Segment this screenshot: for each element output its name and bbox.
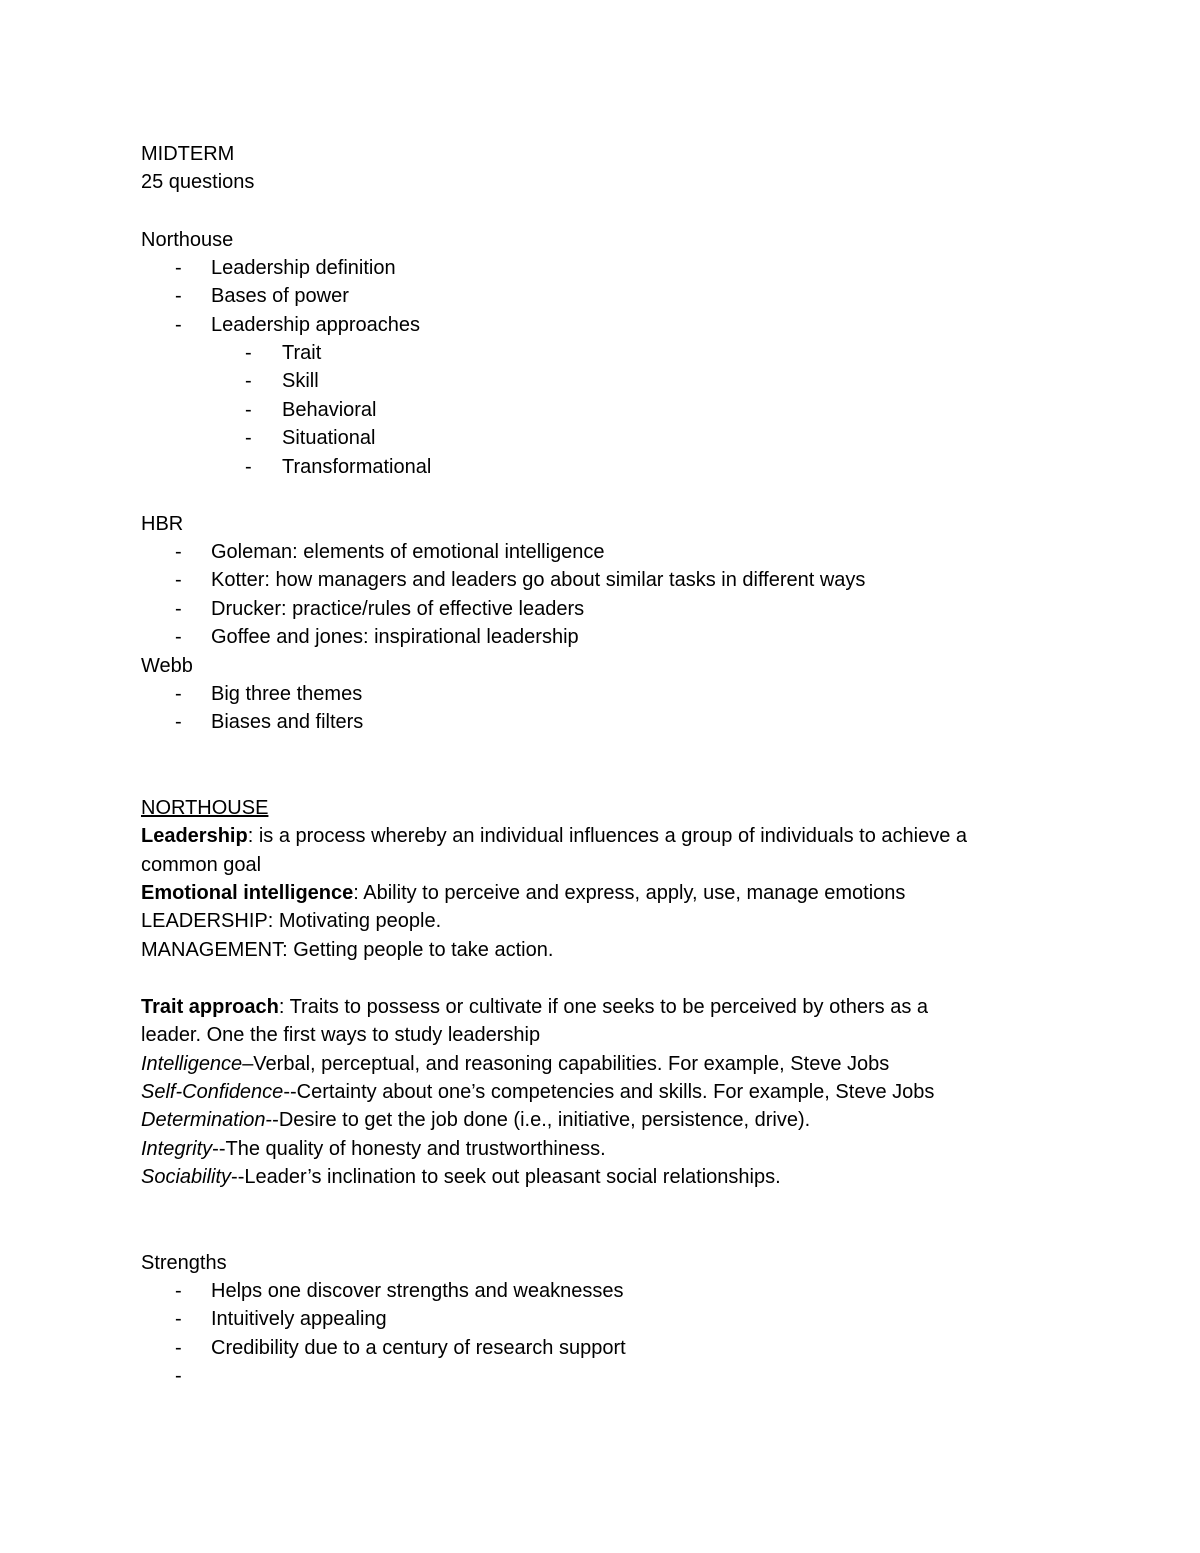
list-item: Goleman: elements of emotional intelligence (211, 541, 605, 563)
term-label: Emotional intelligence (141, 882, 354, 904)
list-item: Goffee and jones: inspirational leadership (211, 626, 579, 648)
bullet: - (175, 569, 182, 591)
leadership-definition-cont: common goal (141, 854, 262, 876)
trait-approach-definition (141, 993, 928, 1021)
list-item: Helps one discover strengths and weaknesses (211, 1280, 624, 1302)
trait-line (141, 1106, 810, 1134)
bullet: - (245, 399, 252, 421)
trait-term: Self-Confidence (141, 1081, 284, 1103)
bullet: - (175, 1365, 182, 1387)
list-item: Drucker: practice/rules of effective leaders (211, 598, 585, 620)
trait-def: --Desire to get the job done (i.e., initiative, persistence, drive). (265, 1109, 811, 1131)
trait-term: Intelligence (141, 1053, 243, 1075)
bullet: - (245, 370, 252, 392)
northouse-notes-heading: NORTHOUSE (141, 797, 269, 819)
leadership-definition (141, 822, 967, 850)
section-heading-webb: Webb (141, 655, 193, 677)
trait-def: --Leader’s inclination to seek out pleasant social relationships. (231, 1166, 781, 1188)
list-item: Credibility due to a century of research support (211, 1337, 626, 1359)
trait-line (141, 1050, 889, 1078)
question-count: 25 questions (141, 171, 255, 193)
definition-text: : Ability to perceive and express, apply, use, manage emotions (353, 882, 906, 904)
trait-def: --The quality of honesty and trustworthiness. (212, 1138, 606, 1160)
bullet: - (175, 598, 182, 620)
sub-list-item: Skill (282, 370, 319, 392)
trait-term: Sociability (141, 1166, 232, 1188)
trait-line (141, 1078, 934, 1106)
list-item: Biases and filters (211, 711, 364, 733)
trait-approach-cont: leader. One the first ways to study leadership (141, 1024, 541, 1046)
bullet: - (175, 314, 182, 336)
strengths-heading: Strengths (141, 1252, 227, 1274)
list-item: Big three themes (211, 683, 363, 705)
bullet: - (175, 1337, 182, 1359)
trait-line (141, 1163, 781, 1191)
bullet: - (245, 342, 252, 364)
list-item: Bases of power (211, 285, 349, 307)
doc-title: MIDTERM (141, 143, 235, 165)
bullet: - (175, 1308, 182, 1330)
management-line: MANAGEMENT: Getting people to take action. (141, 939, 554, 961)
bullet: - (175, 541, 182, 563)
term-label: Trait approach (141, 996, 279, 1018)
trait-line (141, 1135, 606, 1163)
list-item: Leadership definition (211, 257, 396, 279)
bullet: - (245, 427, 252, 449)
leadership-line: LEADERSHIP: Motivating people. (141, 910, 442, 932)
trait-term: Determination (141, 1109, 266, 1131)
list-item: Intuitively appealing (211, 1308, 387, 1330)
section-heading-hbr: HBR (141, 513, 184, 535)
bullet: - (175, 683, 182, 705)
trait-def: --Certainty about one’s competencies and skills. For example, Steve Jobs (283, 1081, 935, 1103)
term-label: Leadership (141, 825, 248, 847)
sub-list-item: Behavioral (282, 399, 377, 421)
sub-list-item: Trait (282, 342, 322, 364)
bullet: - (175, 1280, 182, 1302)
list-item: Kotter: how managers and leaders go about similar tasks in different ways (211, 569, 866, 591)
bullet: - (175, 257, 182, 279)
ei-definition (141, 879, 905, 907)
definition-text: : is a process whereby an individual influences a group of individuals to achieve a (247, 825, 968, 847)
bullet: - (175, 711, 182, 733)
bullet: - (175, 285, 182, 307)
bullet: - (245, 456, 252, 478)
trait-def: –Verbal, perceptual, and reasoning capabilities. For example, Steve Jobs (242, 1053, 890, 1075)
trait-term: Integrity (141, 1138, 213, 1160)
section-heading-northouse: Northouse (141, 229, 234, 251)
sub-list-item: Transformational (282, 456, 432, 478)
bullet: - (175, 626, 182, 648)
sub-list-item: Situational (282, 427, 376, 449)
list-item: Leadership approaches (211, 314, 421, 336)
definition-text: : Traits to possess or cultivate if one seeks to be perceived by others as a (278, 996, 929, 1018)
